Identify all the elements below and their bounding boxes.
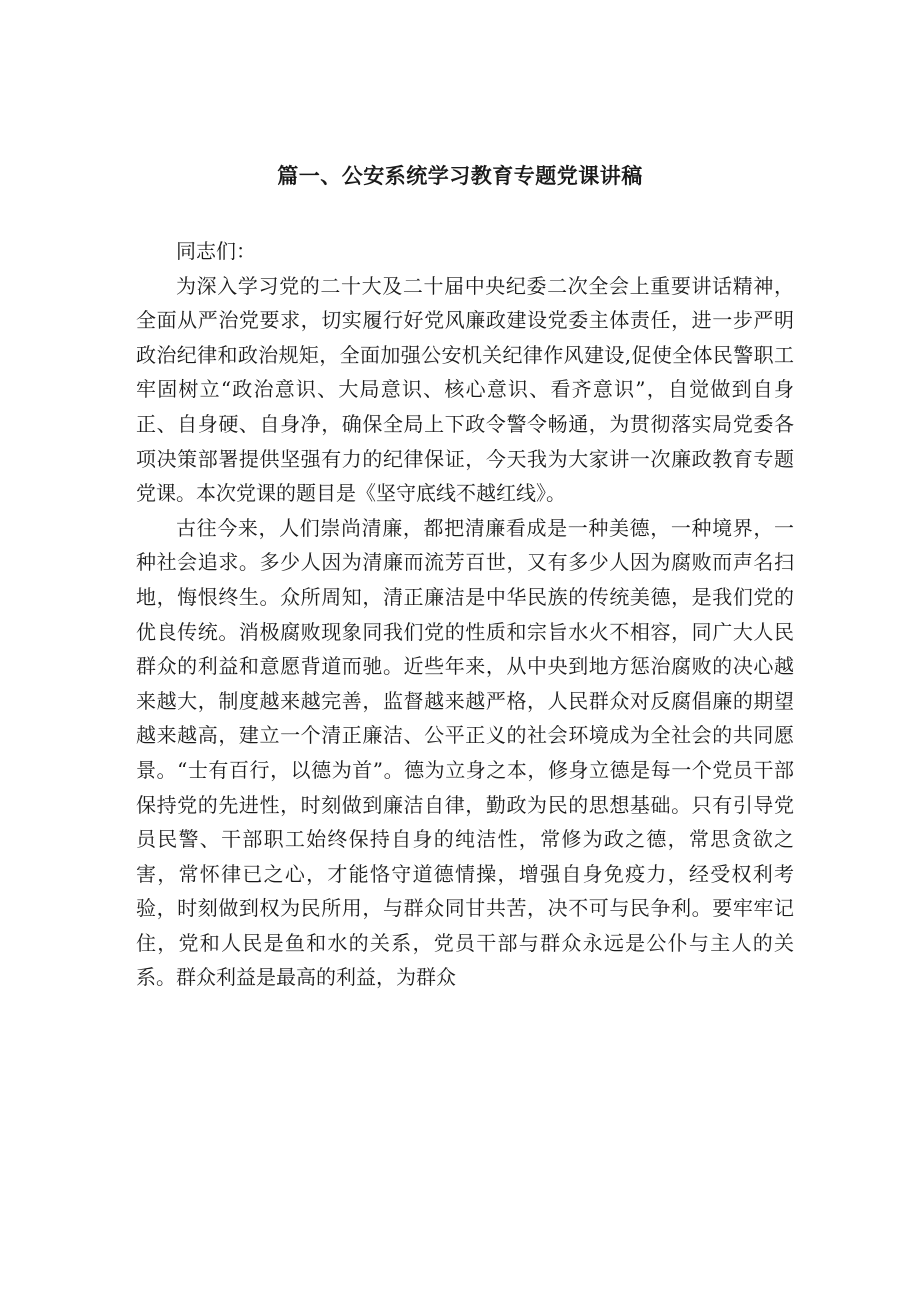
document-title: 篇一、公安系统学习教育专题党课讲稿 [277, 164, 643, 188]
document-body [136, 234, 794, 995]
paragraph-integrity: 古往今来，人们崇尚清廉，都把清廉看成是一种美德，一种境界，一种社会追求。多少人因为清廉而流芳百世，又有多少人因为腐败而声名扫地，悔恨终生。众所周知，清正廉洁是中华民族的传统美德，是我们党的优良传统。消极腐败现象同我们党的性质和宗旨水火不相容，同广大人民群众的利益和意愿背道而驰。近些年来，从中央到地方惩治腐败的决心越来越大，制度越来越完善，监督越来越严格，人民群众对反腐倡廉的期望越来越高，建立一个清正廉洁、公平正义的社会环境成为全社会的共同愿景。“士有百行，以德为首”。德为立身之本，修身立德是每一个党员干部保持党的先进性，时刻做到廉洁自律，勤政为民的思想基础。只有引导党员民警、干部职工始终保持自身的纯洁性，常修为政之德，常思贪欲之害，常怀律已之心，才能恪守道德情操，增强自身免疫力，经受权利考验，时刻做到权为民所用，与群众同甘共苦，决不可与民争利。要牢牢记住，党和人民是鱼和水的关系，党员干部与群众永远是公仆与主人的关系。群众利益是最高的利益，为群众 [136, 515, 794, 990]
salutation: 同志们： [176, 239, 256, 263]
paragraph-intro: 为深入学习党的二十大及二十届中央纪委二次全会上重要讲话精神，全面从严治党要求，切实履行好党风廉政建设党委主体责任，进一步严明政治纪律和政治规矩，全面加强公安机关纪律作风建设,促使全体民警职工牢固树立“政治意识、大局意识、核心意识、看齐意识”，自觉做到自身正、自身硬、自身净，确保全局上下政令警令畅通，为贯彻落实局党委各项决策部署提供坚强有力的纪律保证，今天我为大家讲一次廉政教育专题党课。本次党课的题目是《坚守底线不越红线》。 [136, 273, 794, 506]
